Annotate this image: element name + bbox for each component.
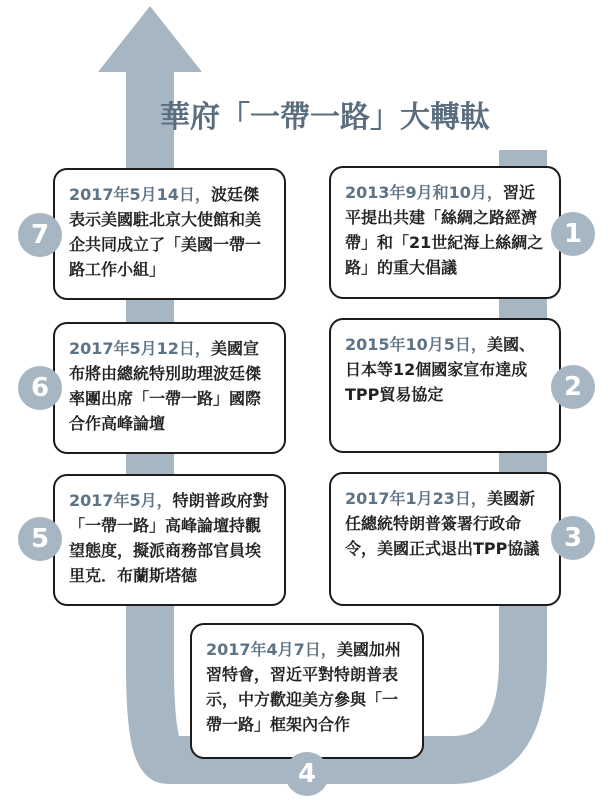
event-card-1 (329, 166, 561, 299)
event-text: 美國、日本等12個國家宣布達成TPP貿易協定 (345, 335, 535, 404)
event-card-5 (53, 474, 286, 606)
event-card-3 (329, 472, 561, 606)
event-text: 美國新任總統特朗普簽署行政命令，美國正式退出TPP協議 (345, 489, 540, 558)
event-card-4 (190, 623, 424, 759)
event-card-2 (329, 318, 561, 453)
event-card-6 (53, 322, 286, 454)
step-badge-7: 7 (18, 213, 62, 257)
diagram-title: 華府「一帶一路」大轉軚 (160, 100, 490, 135)
event-date: 2017年4月7日， (206, 640, 337, 659)
step-badge-1: 1 (551, 212, 595, 256)
event-text: 波廷傑表示美國駐北京大使館和美企共同成立了「美國一帶一路工作小組」 (69, 185, 262, 279)
event-date: 2017年5月12日， (69, 339, 211, 358)
step-badge-6: 6 (18, 366, 62, 410)
event-date: 2013年9月和10月， (345, 183, 503, 202)
event-text: 美國宣布將由總統特別助理波廷傑率團出席「一帶一路」國際合作高峰論壇 (69, 339, 262, 433)
step-badge-2: 2 (551, 365, 595, 409)
event-date: 2017年5月， (69, 491, 173, 510)
arrow-head-icon (98, 6, 202, 72)
step-badge-3: 3 (551, 516, 595, 560)
event-date: 2017年1月23日， (345, 489, 487, 508)
step-badge-4: 4 (285, 752, 329, 796)
event-card-7 (53, 168, 286, 300)
event-date: 2015年10月5日， (345, 335, 487, 354)
step-badge-5: 5 (18, 517, 62, 561)
event-text: 美國加州習特會，習近平對特朗普表示，中方歡迎美方參與「一帶一路」框架內合作 (206, 640, 401, 734)
event-text: 特朗普政府對「一帶一路」高峰論壇持觀望態度，擬派商務部官員埃里克．布蘭斯塔德 (69, 491, 269, 585)
event-date: 2017年5月14日， (69, 185, 211, 204)
event-text: 習近平提出共建「絲綢之路經濟帶」和「21世紀海上絲綢之路」的重大倡議 (345, 183, 544, 277)
